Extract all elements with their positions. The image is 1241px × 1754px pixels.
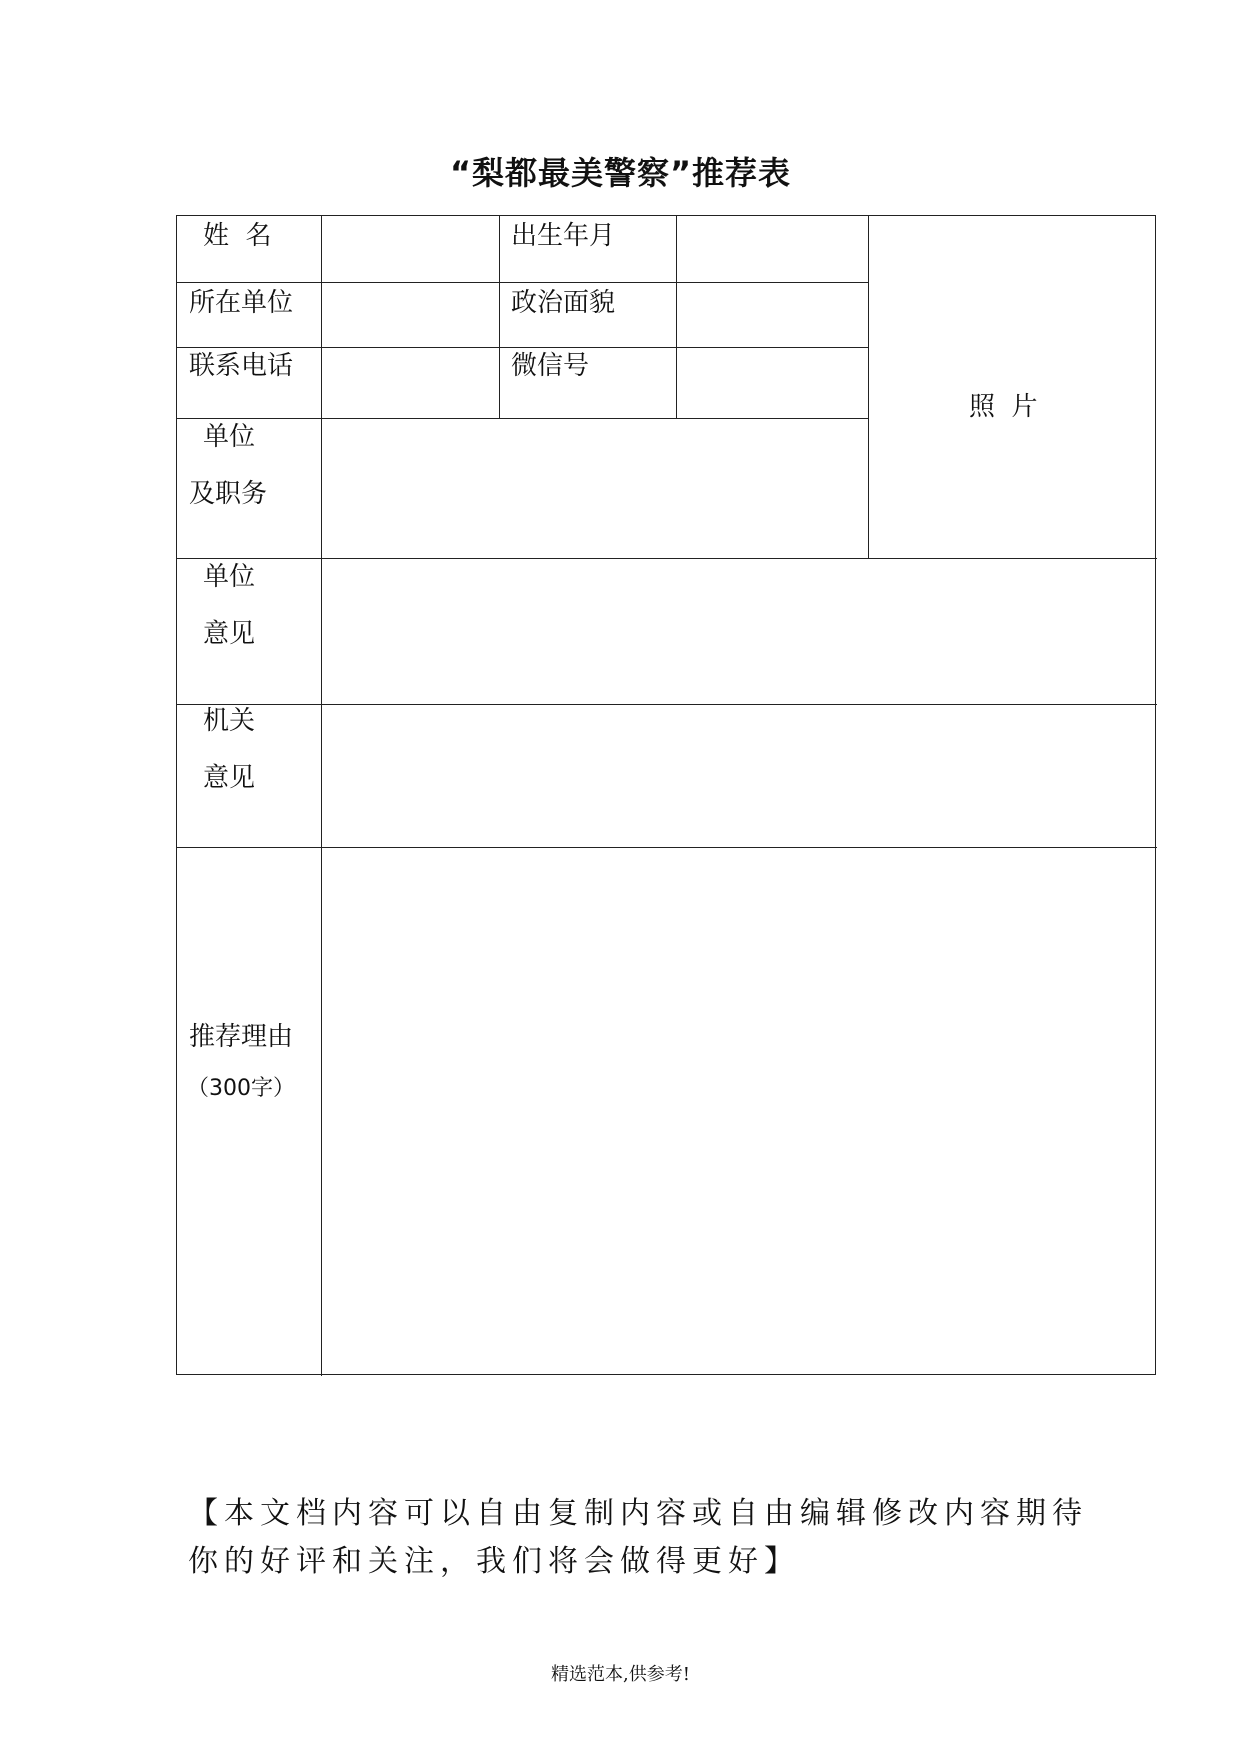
political-field[interactable]	[677, 283, 868, 347]
phone-label: 联系电话	[189, 351, 294, 381]
photo-field[interactable]	[869, 216, 1156, 558]
unit-opinion-label: 意见	[203, 619, 256, 649]
wechat-label: 微信号	[511, 351, 590, 381]
organ-opinion-field[interactable]	[322, 705, 1156, 847]
notice-text	[188, 1490, 1088, 1586]
col-divider	[499, 216, 500, 418]
unit-position-label: 及职务	[189, 479, 268, 509]
reason-field[interactable]	[322, 848, 1156, 1375]
organ-opinion-label: 意见	[203, 763, 256, 793]
reason-note: （300字）	[187, 1076, 295, 1101]
notice-line: 【本文档内容可以自由复制内容或自由编辑修改内容期待	[188, 1496, 1088, 1531]
unit-opinion-field[interactable]	[322, 559, 1156, 704]
page-footer: 精选范本,供参考!	[551, 1664, 690, 1685]
photo-label: 照 片	[969, 392, 1038, 422]
recommendation-form	[176, 215, 1156, 1375]
name-label: 姓 名	[203, 221, 272, 251]
page-title: “梨都最美警察”推荐表	[449, 154, 792, 192]
unit-label: 所在单位	[189, 288, 294, 318]
unit-position-label: 单位	[203, 422, 256, 452]
unit-opinion-label: 单位	[203, 562, 256, 592]
birth-label: 出生年月	[511, 221, 616, 251]
birth-field[interactable]	[677, 216, 868, 282]
notice-line: 你的好评和关注，我们将会做得更好】	[188, 1544, 800, 1579]
unit-position-field[interactable]	[322, 419, 868, 558]
phone-field[interactable]	[322, 348, 499, 418]
reason-label: 推荐理由	[189, 1022, 294, 1052]
wechat-field[interactable]	[677, 348, 868, 418]
unit-field[interactable]	[322, 283, 499, 347]
organ-opinion-label: 机关	[203, 706, 256, 736]
name-field[interactable]	[322, 216, 499, 282]
political-label: 政治面貌	[511, 288, 616, 318]
